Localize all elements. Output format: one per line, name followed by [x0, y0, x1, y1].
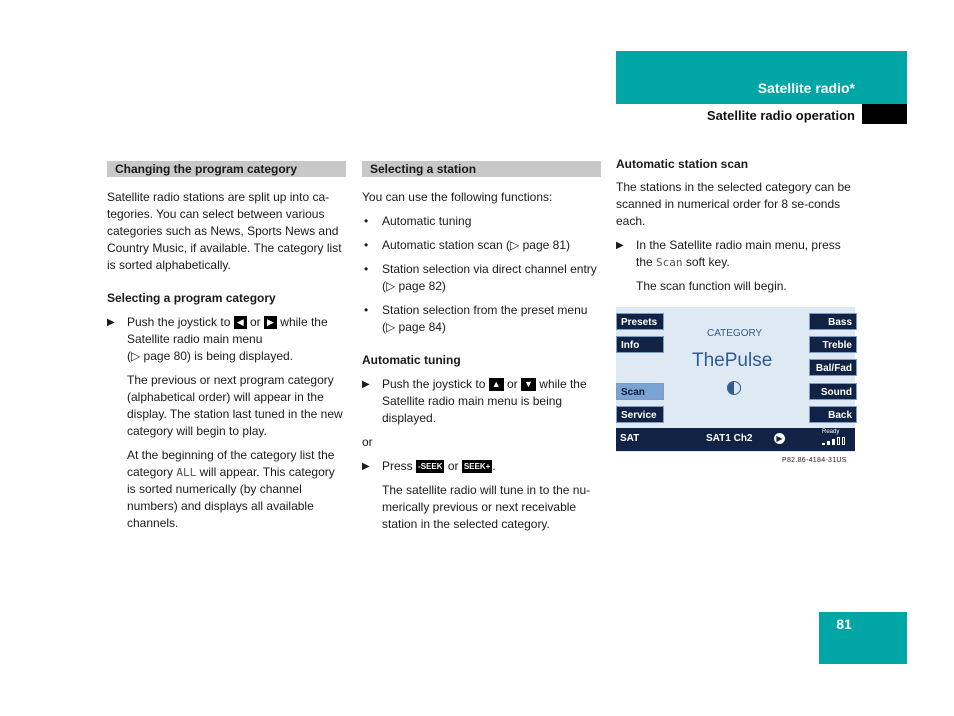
step-item: ▶ In the Satellite radio main menu, press the Scan soft key. — [616, 238, 841, 269]
softkey-bass: Bass — [809, 313, 857, 330]
column-3 — [616, 156, 855, 295]
paragraph: or — [362, 435, 373, 449]
header-tab — [616, 51, 907, 104]
status-source: SAT — [620, 433, 640, 444]
paragraph: You can use the following functions: — [362, 190, 553, 204]
softkey-treble: Treble — [809, 336, 857, 353]
scan-indicator-icon — [727, 381, 741, 395]
paragraph: The satellite radio will tune in to the nu-merically previous or next receivable station in the selected category. — [382, 483, 591, 531]
softkey-scan: Scan — [616, 383, 664, 400]
joystick-down-icon: ▼ — [521, 378, 536, 391]
bullet-icon: • — [364, 238, 369, 252]
section-subtitle: Satellite radio operation — [706, 108, 855, 123]
bullet-item: • Station selection from the preset menu (▷ page 84) — [364, 303, 588, 334]
column-1 — [107, 161, 346, 532]
paragraph: The stations in the selected category can be scanned in numerical order for 8 se-conds each. — [616, 180, 851, 228]
bullet-item: • Automatic station scan (▷ page 81) — [364, 238, 570, 252]
softkey-service: Service — [616, 406, 664, 423]
section-title: Satellite radio* — [757, 80, 855, 96]
image-reference: P82.86-4184-31US — [782, 457, 847, 464]
subheading: Automatic tuning — [362, 353, 461, 367]
subheading: Automatic station scan — [616, 157, 749, 171]
column-2 — [362, 161, 601, 533]
step-item: ▶ Press -SEEK or SEEK+ . — [362, 459, 496, 473]
step-arrow-icon: ▶ — [616, 240, 624, 251]
section-heading: Selecting a station — [362, 161, 601, 177]
paragraph: The previous or next program category (alphabetical order) will appear in the display. The station last tuned in the new category will begin to play. — [127, 373, 343, 438]
step-item: ▶ Push the joystick to ▲ or ▼ while the Satellite radio main menu is being displayed. — [362, 377, 587, 425]
category-label: CATEGORY — [707, 328, 763, 339]
softkey-sound: Sound — [809, 383, 857, 400]
code-text: ALL — [176, 466, 197, 479]
step-arrow-icon: ▶ — [362, 379, 370, 390]
subtitle-marker — [862, 104, 907, 124]
bullet-icon: • — [364, 303, 369, 317]
status-bar — [616, 428, 855, 451]
paragraph: At the beginning of the category list the category ALL will appear. This category is sorted numerically (by channel numbers) and displays all available channels. — [127, 448, 335, 530]
bullet-item: • Automatic tuning — [364, 214, 472, 228]
softkey-info: Info — [616, 336, 664, 353]
paragraph: Satellite radio stations are split up into ca-tegories. You can select between various categories such as News, Sports News and Country Music, if available. The category list is sorted alphabetically. — [107, 190, 342, 272]
page-number: 81 — [836, 616, 852, 632]
joystick-up-icon: ▲ — [489, 378, 504, 391]
bullet-icon: • — [364, 214, 369, 228]
bullet-item: • Station selection via direct channel entry (▷ page 82) — [364, 262, 597, 293]
status-channel: SAT1 Ch2 — [706, 433, 753, 444]
seek-minus-icon: -SEEK — [418, 462, 443, 472]
bullet-icon: • — [364, 262, 369, 276]
softkey-presets: Presets — [616, 313, 664, 330]
code-text: Scan — [656, 256, 683, 269]
step-item: ▶ Push the joystick to ◀ or ▶ while the Satellite radio main menu (▷ page 80) is being displayed. — [107, 315, 328, 363]
section-heading: Changing the program category — [107, 161, 346, 177]
softkey-back: Back — [809, 406, 857, 423]
seek-plus-icon: SEEK+ — [463, 462, 491, 472]
joystick-right-icon: ▶ — [264, 316, 277, 329]
signal-strength-icon — [822, 437, 850, 446]
step-arrow-icon: ▶ — [362, 461, 370, 472]
paragraph: The scan function will begin. — [636, 279, 787, 293]
step-arrow-icon: ▶ — [107, 317, 115, 328]
ready-label: Ready — [822, 429, 840, 435]
subheading: Selecting a program category — [107, 291, 276, 305]
joystick-left-icon: ◀ — [234, 316, 247, 329]
station-name: ThePulse — [692, 350, 773, 371]
softkey-bal-fad: Bal/Fad — [809, 359, 857, 376]
play-icon: ▶ — [774, 433, 785, 444]
